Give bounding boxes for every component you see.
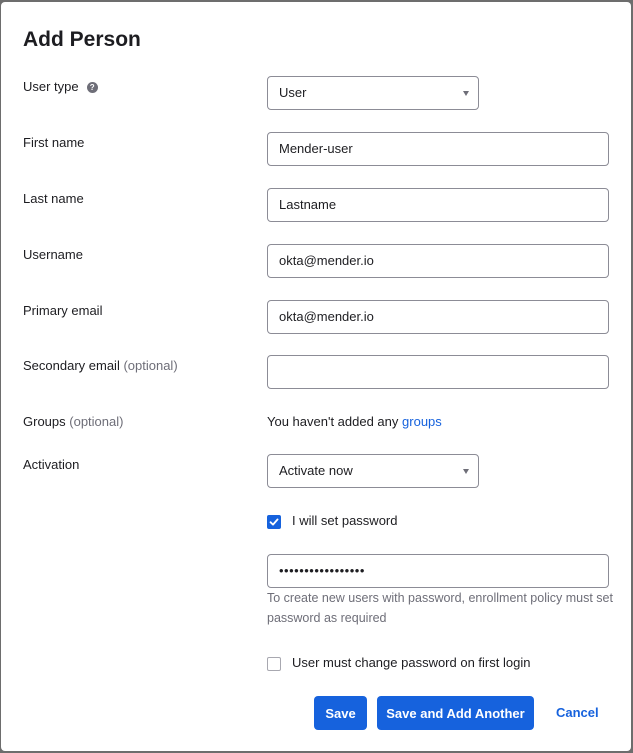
cancel-button[interactable]: Cancel xyxy=(556,705,599,720)
username-input[interactable]: okta@mender.io xyxy=(267,244,609,278)
save-button[interactable]: Save xyxy=(314,696,367,730)
user-type-value: User xyxy=(279,85,307,100)
last-name-input[interactable]: Lastname xyxy=(267,188,609,222)
groups-label: Groups (optional) xyxy=(23,414,124,429)
activation-value: Activate now xyxy=(279,463,353,478)
set-password-checkbox[interactable] xyxy=(267,515,281,529)
first-name-input[interactable]: Mender-user xyxy=(267,132,609,166)
secondary-email-label: Secondary email (optional) xyxy=(23,358,178,373)
chevron-down-icon xyxy=(463,469,469,474)
groups-link[interactable]: groups xyxy=(402,414,442,429)
username-label: Username xyxy=(23,247,83,262)
groups-info: You haven't added any groups xyxy=(267,414,442,429)
user-type-label: User type ? xyxy=(23,79,98,94)
help-icon[interactable]: ? xyxy=(87,82,98,93)
activation-label: Activation xyxy=(23,457,80,472)
activation-select[interactable] xyxy=(267,454,479,488)
change-password-checkbox[interactable] xyxy=(267,657,281,671)
user-type-select[interactable] xyxy=(267,76,479,110)
chevron-down-icon xyxy=(463,91,469,96)
password-input[interactable]: ••••••••••••••••• xyxy=(267,554,609,588)
last-name-label: Last name xyxy=(23,191,84,206)
save-and-add-another-button[interactable]: Save and Add Another xyxy=(377,696,534,730)
optional-tag: (optional) xyxy=(123,358,178,373)
optional-tag: (optional) xyxy=(69,414,124,429)
password-hint: To create new users with password, enrollment policy must set password as required xyxy=(267,591,613,625)
checkmark-icon xyxy=(269,517,279,527)
first-name-label: First name xyxy=(23,135,85,150)
primary-email-label: Primary email xyxy=(23,303,103,318)
dialog-title: Add Person xyxy=(23,28,141,51)
set-password-label: I will set password xyxy=(292,513,398,528)
primary-email-input[interactable]: okta@mender.io xyxy=(267,300,609,334)
add-person-dialog xyxy=(1,2,631,751)
change-password-label: User must change password on first login xyxy=(292,655,531,670)
secondary-email-input[interactable] xyxy=(267,355,609,389)
